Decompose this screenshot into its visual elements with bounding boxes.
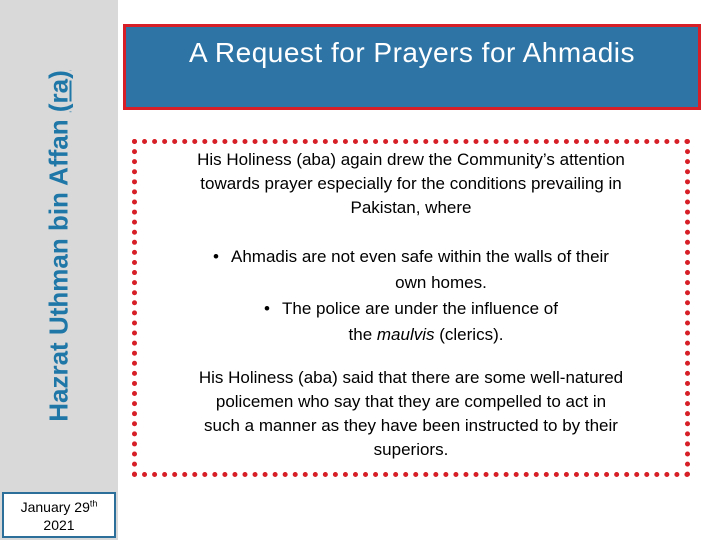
bullet-text-italic: maulvis [376,325,435,344]
bullet-icon: • [264,299,270,318]
intro-line: Pakistan, where [350,198,472,217]
intro-line: towards prayer especially for the conditions prevailing in [200,174,622,193]
outro-paragraph [137,366,685,462]
date-line-1 [4,498,114,516]
header-banner [123,24,701,110]
bullet-item-2-line-1 [137,296,685,322]
bullet-text: Ahmadis are not even safe within the walls of their [230,247,609,266]
outro-line: such a manner as they have been instructed to by their [204,416,618,435]
sidebar-title [44,70,75,422]
date-line-2: 2021 [43,517,75,533]
outro-line: superiors. [373,440,449,459]
date-box [2,492,116,538]
bullet-item-1-line-1 [137,244,685,270]
intro-paragraph [137,148,685,220]
bullet-list [137,244,685,348]
bullet-text-post: (clerics). [434,325,504,344]
sidebar-title-area [0,0,118,490]
date-suffix: th [89,498,98,509]
date-month-day: January 29 [20,499,90,515]
outro-line: His Holiness (aba) said that there are some well-natured [198,368,624,387]
sidebar [0,0,118,540]
intro-line: His Holiness (aba) again drew the Community’s attention [197,150,625,169]
content-box [132,139,690,477]
bullet-icon: • [213,247,219,266]
bullet-item-1-line-2: own homes. [395,273,487,292]
outro-line: policemen who say that they are compelled to act in [215,392,607,411]
bullet-text: The police are under the influence of [281,299,558,318]
sidebar-title-prefix: Hazrat Uthman bin Affan [43,112,74,422]
sidebar-title-suffix: (ra) [43,70,74,113]
page-title: A Request for Prayers for Ahmadis [188,37,636,68]
bullet-text-pre: the [348,325,377,344]
bullet-item-2-line-2 [137,322,685,348]
